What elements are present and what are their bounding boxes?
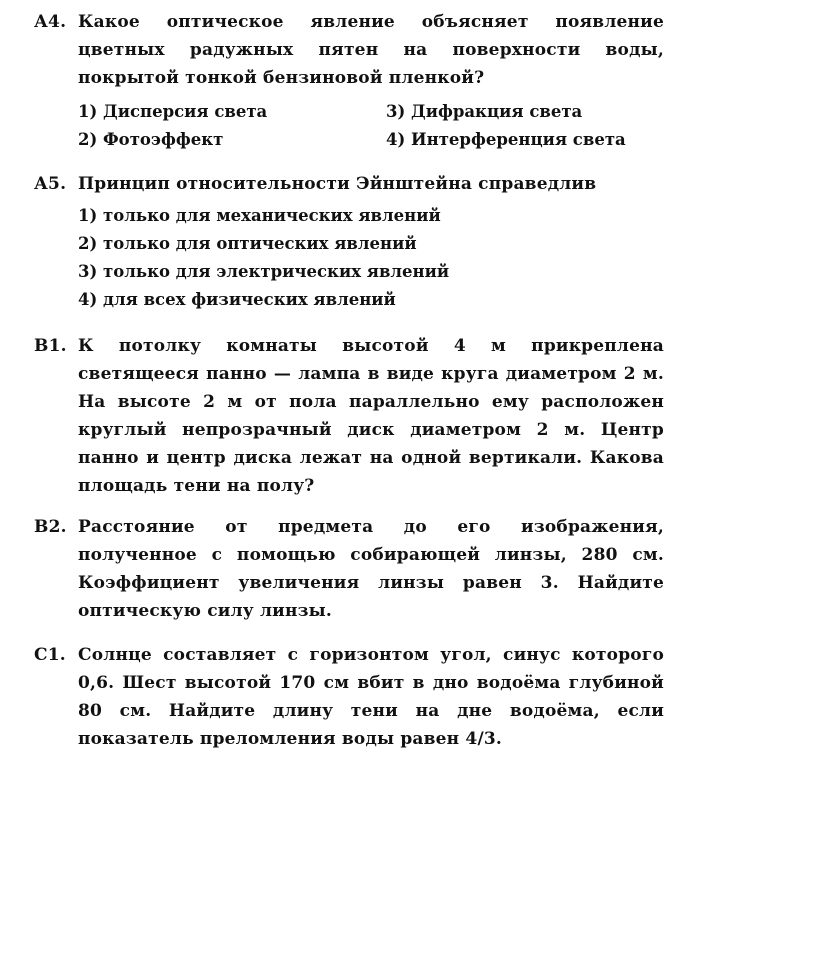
question-number: С1. [34, 645, 66, 665]
answer-option: 2) только для оптических явлений [78, 234, 417, 253]
question-text: Расстояние от предмета до его изображения, полученное с помощью собирающей линзы, 280 см. Коэффициент увеличения линзы равен 3. Найдите оптическую силу линзы. [78, 517, 664, 621]
answer-option: 1) только для механических явлений [78, 206, 441, 225]
question-text: Солнце составляет с горизонтом угол, синус которого 0,6. Шест высотой 170 см вбит в дно водоёма глубиной 80 см. Найдите длину тени на дне водоёма, если показатель преломления воды равен 4/3. [78, 645, 664, 749]
answer-options [78, 202, 664, 314]
answer-option: 3) Дифракция света [386, 102, 583, 121]
question-number: В1. [34, 336, 67, 356]
question-number: В2. [34, 517, 67, 537]
question-b1 [34, 332, 664, 500]
answer-options [78, 98, 664, 154]
question-number: А4. [34, 12, 67, 32]
question-body [78, 641, 664, 753]
answer-option: 2) Фотоэффект [78, 130, 224, 149]
question-text: К потолку комнаты высотой 4 м прикреплена светящееся панно — лампа в виде круга диаметром 2 м. На высоте 2 м от пола параллельно ему расположен круглый непрозрачный диск диаметром 2 м. Центр панно и центр диска лежат на одной вертикали. Какова площадь тени на полу? [78, 336, 664, 496]
question-body [78, 8, 664, 154]
question-text: Какое оптическое явление объясняет появление цветных радужных пятен на поверхности воды, покрытой тонкой бензиновой пленкой? [78, 12, 664, 88]
answer-option: 3) только для электрических явлений [78, 262, 450, 281]
question-text: Принцип относительности Эйнштейна справедлив [78, 174, 597, 194]
question-a4 [34, 8, 664, 154]
question-b2 [34, 513, 664, 625]
question-c1 [34, 641, 664, 753]
answer-option: 4) Интерференция света [386, 130, 626, 149]
question-body [78, 332, 664, 500]
question-a5 [34, 170, 664, 314]
answer-option: 4) для всех физических явлений [78, 290, 396, 309]
question-body [78, 170, 664, 314]
answer-option: 1) Дисперсия света [78, 102, 268, 121]
question-number: А5. [34, 174, 67, 194]
question-body [78, 513, 664, 625]
